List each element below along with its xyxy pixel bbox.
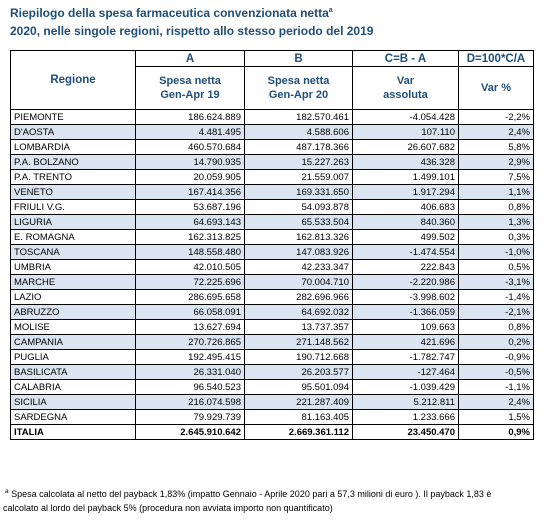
cell-var-percent: 1,1% — [459, 185, 534, 200]
title-footnote-marker: a — [328, 7, 333, 14]
cell-var-percent: -0,9% — [459, 350, 534, 365]
cell-var-percent: 0,9% — [459, 425, 534, 440]
cell-region-name: CAMPANIA — [11, 335, 136, 350]
cell-region-name: PIEMONTE — [11, 110, 136, 125]
cell-spesa-2019: 42.010.505 — [136, 260, 245, 275]
cell-var-assoluta: 26.607.682 — [353, 140, 459, 155]
cell-region-name: SICILIA — [11, 395, 136, 410]
table-row — [11, 170, 534, 185]
cell-var-assoluta: 109.663 — [353, 320, 459, 335]
table-row — [11, 350, 534, 365]
cell-spesa-2020: 81.163.405 — [245, 410, 353, 425]
cell-region-name: ITALIA — [11, 425, 136, 440]
cell-spesa-2019: 53.687.196 — [136, 200, 245, 215]
cell-spesa-2019: 96.540.523 — [136, 380, 245, 395]
cell-var-percent: 2,4% — [459, 125, 534, 140]
cell-region-name: BASILICATA — [11, 365, 136, 380]
cell-var-assoluta: -1.474.554 — [353, 245, 459, 260]
cell-spesa-2019: 72.225.696 — [136, 275, 245, 290]
cell-spesa-2020: 95.501.094 — [245, 380, 353, 395]
table-row — [11, 215, 534, 230]
cell-var-assoluta: 421.696 — [353, 335, 459, 350]
cell-var-assoluta: -1.782.747 — [353, 350, 459, 365]
cell-var-assoluta: 1.917.294 — [353, 185, 459, 200]
cell-spesa-2020: 2.669.361.112 — [245, 425, 353, 440]
cell-var-percent: 0,5% — [459, 260, 534, 275]
cell-region-name: PUGLIA — [11, 350, 136, 365]
column-letter-b: B — [245, 51, 353, 67]
footnote-marker: a — [5, 488, 9, 495]
cell-spesa-2020: 15.227.263 — [245, 155, 353, 170]
title-line1: Riepilogo della spesa farmaceutica convenzionata netta — [10, 6, 329, 20]
cell-region-name: LAZIO — [11, 290, 136, 305]
cell-spesa-2020: 147.083.926 — [245, 245, 353, 260]
pharma-spending-table — [10, 50, 534, 440]
cell-spesa-2019: 14.790.935 — [136, 155, 245, 170]
cell-spesa-2020: 54.093.878 — [245, 200, 353, 215]
cell-region-name: LIGURIA — [11, 215, 136, 230]
cell-var-assoluta: 499.502 — [353, 230, 459, 245]
cell-var-assoluta: 840.360 — [353, 215, 459, 230]
cell-spesa-2019: 20.059.905 — [136, 170, 245, 185]
table-row — [11, 290, 534, 305]
table-row — [11, 380, 534, 395]
cell-var-percent: -2,2% — [459, 110, 534, 125]
column-letter-c: C=B - A — [353, 51, 459, 67]
cell-region-name: E. ROMAGNA — [11, 230, 136, 245]
column-letter-a: A — [136, 51, 245, 67]
column-header-var-assoluta: Var assoluta — [353, 67, 459, 110]
table-row — [11, 125, 534, 140]
report-title — [10, 4, 530, 40]
cell-spesa-2019: 66.058.091 — [136, 305, 245, 320]
cell-spesa-2020: 70.004.710 — [245, 275, 353, 290]
cell-spesa-2020: 21.559.007 — [245, 170, 353, 185]
cell-var-percent: 1,3% — [459, 215, 534, 230]
column-letter-d: D=100*C/A — [459, 51, 534, 67]
table-row — [11, 185, 534, 200]
cell-region-name: CALABRIA — [11, 380, 136, 395]
cell-spesa-2020: 42.233.347 — [245, 260, 353, 275]
cell-var-percent: -1,4% — [459, 290, 534, 305]
cell-region-name: MOLISE — [11, 320, 136, 335]
cell-spesa-2020: 26.203.577 — [245, 365, 353, 380]
table-row — [11, 260, 534, 275]
table-row — [11, 365, 534, 380]
cell-var-assoluta: -3.998.602 — [353, 290, 459, 305]
cell-spesa-2019: 286.695.658 — [136, 290, 245, 305]
table-row — [11, 140, 534, 155]
cell-var-assoluta: -1.366.059 — [353, 305, 459, 320]
table-total-row — [11, 425, 534, 440]
cell-spesa-2020: 182.570.461 — [245, 110, 353, 125]
table-row — [11, 320, 534, 335]
table-row — [11, 230, 534, 245]
cell-region-name: P.A. BOLZANO — [11, 155, 136, 170]
column-header-var-percent: Var % — [459, 67, 534, 110]
cell-var-percent: -3,1% — [459, 275, 534, 290]
cell-var-assoluta: 406.683 — [353, 200, 459, 215]
cell-var-percent: 0,3% — [459, 230, 534, 245]
cell-spesa-2019: 167.414.356 — [136, 185, 245, 200]
column-header-region: Regione — [11, 51, 136, 110]
cell-var-percent: -0,5% — [459, 365, 534, 380]
cell-spesa-2020: 282.696.966 — [245, 290, 353, 305]
cell-var-percent: 0,8% — [459, 200, 534, 215]
table-row — [11, 335, 534, 350]
cell-var-percent: -1,0% — [459, 245, 534, 260]
cell-region-name: SARDEGNA — [11, 410, 136, 425]
footnote-line2: calcolato al lordo del payback 5% (procedura non avviata importo non quantificato) — [3, 503, 333, 513]
table-row — [11, 275, 534, 290]
table-row — [11, 245, 534, 260]
cell-spesa-2019: 148.558.480 — [136, 245, 245, 260]
cell-spesa-2019: 26.331.040 — [136, 365, 245, 380]
cell-var-assoluta: 222.843 — [353, 260, 459, 275]
cell-var-percent: 0,2% — [459, 335, 534, 350]
cell-var-percent: 1,5% — [459, 410, 534, 425]
table-row — [11, 410, 534, 425]
cell-var-percent: -1,1% — [459, 380, 534, 395]
cell-spesa-2020: 190.712.668 — [245, 350, 353, 365]
footnote-line1: Spesa calcolata al netto del payback 1,83% (impatto Gennaio - Aprile 2020 pari a 57,3 milioni di euro ). Il payback 1,83 è — [11, 489, 492, 499]
cell-region-name: MARCHE — [11, 275, 136, 290]
cell-var-assoluta: -127.464 — [353, 365, 459, 380]
cell-var-assoluta: -1.039.429 — [353, 380, 459, 395]
cell-spesa-2019: 13.627.694 — [136, 320, 245, 335]
cell-var-percent: 7,5% — [459, 170, 534, 185]
cell-var-assoluta: 107.110 — [353, 125, 459, 140]
cell-spesa-2020: 487.178.366 — [245, 140, 353, 155]
cell-var-percent: 5,8% — [459, 140, 534, 155]
cell-var-percent: 0,8% — [459, 320, 534, 335]
cell-spesa-2019: 2.645.910.642 — [136, 425, 245, 440]
cell-var-assoluta: 1.499.101 — [353, 170, 459, 185]
cell-region-name: LOMBARDIA — [11, 140, 136, 155]
cell-spesa-2019: 192.495.415 — [136, 350, 245, 365]
cell-var-percent: 2,4% — [459, 395, 534, 410]
cell-spesa-2019: 64.693.143 — [136, 215, 245, 230]
cell-spesa-2019: 216.074.598 — [136, 395, 245, 410]
cell-var-assoluta: 1.233.666 — [353, 410, 459, 425]
cell-spesa-2020: 271.148.562 — [245, 335, 353, 350]
cell-spesa-2020: 4.588.606 — [245, 125, 353, 140]
cell-spesa-2020: 221.287.409 — [245, 395, 353, 410]
cell-var-percent: 2,9% — [459, 155, 534, 170]
cell-var-assoluta: -2.220.986 — [353, 275, 459, 290]
cell-region-name: D'AOSTA — [11, 125, 136, 140]
footnote — [3, 487, 543, 515]
cell-var-assoluta: 23.450.470 — [353, 425, 459, 440]
cell-spesa-2019: 79.929.739 — [136, 410, 245, 425]
table-row — [11, 305, 534, 320]
cell-var-assoluta: 436.328 — [353, 155, 459, 170]
cell-spesa-2020: 64.692.032 — [245, 305, 353, 320]
cell-spesa-2020: 162.813.326 — [245, 230, 353, 245]
cell-region-name: UMBRIA — [11, 260, 136, 275]
column-header-spesa-2020: Spesa netta Gen-Apr 20 — [245, 67, 353, 110]
cell-spesa-2019: 4.481.495 — [136, 125, 245, 140]
cell-var-assoluta: 5.212.811 — [353, 395, 459, 410]
cell-region-name: VENETO — [11, 185, 136, 200]
table-row — [11, 200, 534, 215]
cell-region-name: P.A. TRENTO — [11, 170, 136, 185]
table-row — [11, 155, 534, 170]
cell-spesa-2019: 162.313.825 — [136, 230, 245, 245]
table-body — [11, 110, 534, 440]
cell-spesa-2019: 460.570.684 — [136, 140, 245, 155]
cell-region-name: FRIULI V.G. — [11, 200, 136, 215]
title-line2: 2020, nelle singole regioni, rispetto allo stesso periodo del 2019 — [10, 24, 374, 38]
cell-region-name: TOSCANA — [11, 245, 136, 260]
table-row — [11, 395, 534, 410]
table-row — [11, 110, 534, 125]
cell-var-assoluta: -4.054.428 — [353, 110, 459, 125]
cell-spesa-2019: 186.624.889 — [136, 110, 245, 125]
cell-spesa-2019: 270.726.865 — [136, 335, 245, 350]
cell-spesa-2020: 169.331.650 — [245, 185, 353, 200]
column-header-spesa-2019: Spesa netta Gen-Apr 19 — [136, 67, 245, 110]
cell-spesa-2020: 13.737.357 — [245, 320, 353, 335]
cell-var-percent: -2,1% — [459, 305, 534, 320]
cell-region-name: ABRUZZO — [11, 305, 136, 320]
cell-spesa-2020: 65.533.504 — [245, 215, 353, 230]
